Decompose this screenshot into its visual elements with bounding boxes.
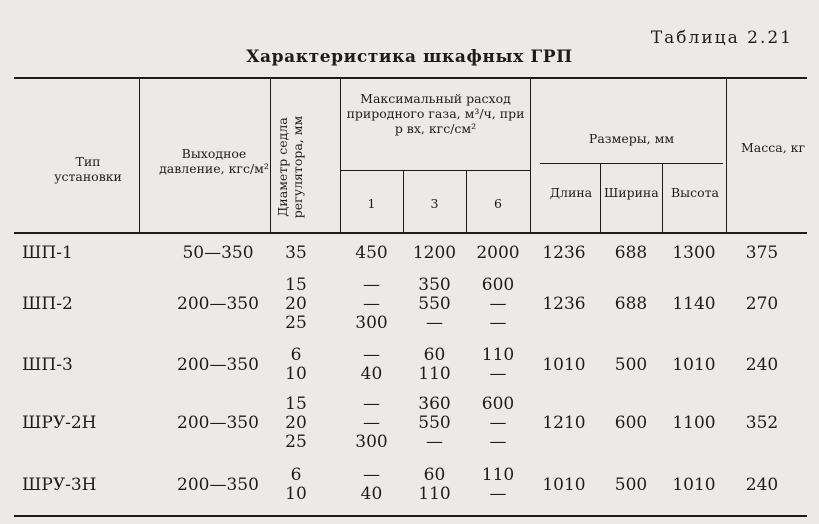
row-flow-1: — — [363, 294, 380, 314]
row-diameter: 25 — [285, 432, 307, 452]
row-flow-6: 110 — [481, 465, 515, 485]
row-height: 1100 — [672, 413, 716, 433]
row-width: 500 — [614, 474, 648, 495]
row-mass: 375 — [745, 243, 779, 263]
row-flow-6: — — [489, 294, 507, 314]
row-height: 1300 — [672, 243, 716, 263]
row-flow-3: — — [426, 432, 443, 452]
row-flow-3: 60 — [423, 465, 446, 485]
row-flow-1: — — [363, 413, 380, 433]
row-type: ШРУ-3Н — [22, 474, 97, 495]
col-divider — [270, 79, 271, 232]
row-pressure: 50—350 — [182, 243, 254, 263]
col-divider — [530, 79, 531, 232]
col-divider — [139, 79, 140, 232]
row-diameter: 20 — [285, 413, 307, 433]
row-pressure: 200—350 — [177, 354, 259, 375]
header-width: Ширина — [604, 185, 659, 200]
header-flow-3: 3 — [430, 196, 439, 211]
row-flow-6: — — [489, 432, 507, 452]
row-flow-6: — — [489, 484, 507, 504]
row-flow-1: 450 — [355, 243, 388, 263]
row-flow-1: — — [363, 275, 380, 295]
row-flow-3: 110 — [418, 484, 451, 504]
header-length: Длина — [549, 185, 593, 200]
col-divider — [662, 163, 663, 232]
row-flow-6: — — [489, 313, 507, 333]
header-height: Высота — [670, 185, 720, 200]
row-flow-3: 1200 — [412, 243, 457, 263]
row-type: ШП-3 — [22, 354, 73, 375]
table-title: Характеристика шкафных ГРП — [246, 47, 573, 67]
row-flow-3: 60 — [423, 345, 446, 365]
row-length: 1210 — [542, 413, 586, 433]
row-flow-1: 40 — [360, 364, 383, 384]
header-diameter: Диаметр седла регулятора, мм — [275, 115, 305, 219]
row-diameter: 10 — [285, 484, 307, 504]
header-flow: Максимальный расход природного газа, м³/ч, при p вх, кгс/см² — [346, 91, 525, 136]
row-flow-1: — — [363, 345, 380, 365]
row-width: 688 — [614, 294, 648, 314]
row-flow-1: 40 — [360, 484, 383, 504]
row-flow-3: 550 — [418, 294, 451, 314]
top-rule — [14, 77, 807, 79]
col-divider — [600, 163, 601, 232]
row-flow-3: 350 — [418, 275, 451, 295]
header-flow-6: 6 — [494, 196, 502, 211]
row-length: 1236 — [542, 243, 586, 263]
row-mass: 240 — [745, 354, 779, 375]
row-pressure: 200—350 — [177, 294, 259, 314]
row-diameter: 15 — [285, 275, 307, 295]
row-type: ШРУ-2Н — [22, 413, 97, 433]
header-dims: Размеры, мм — [588, 131, 675, 146]
row-pressure: 200—350 — [177, 413, 259, 433]
row-flow-6: 600 — [481, 275, 515, 295]
row-diameter: 35 — [285, 243, 307, 263]
row-flow-3: 360 — [418, 394, 451, 414]
header-flow-1: 1 — [367, 196, 376, 211]
row-height: 1010 — [672, 354, 716, 375]
header-mass: Масса, кг — [740, 140, 805, 155]
flow-sub-rule — [340, 170, 530, 171]
row-flow-6: 2000 — [476, 243, 520, 263]
row-flow-1: 300 — [355, 313, 388, 333]
row-flow-6: 600 — [481, 394, 515, 414]
row-diameter: 15 — [285, 394, 307, 414]
row-height: 1010 — [672, 474, 716, 495]
row-diameter: 6 — [290, 465, 302, 485]
row-flow-3: — — [426, 313, 443, 333]
row-flow-6: — — [489, 413, 507, 433]
row-height: 1140 — [672, 294, 716, 314]
row-length: 1010 — [542, 354, 586, 375]
table-number: Таблица 2.21 — [650, 28, 793, 48]
row-pressure: 200—350 — [177, 474, 259, 495]
row-type: ШП-2 — [22, 294, 73, 314]
row-flow-6: 110 — [481, 345, 515, 365]
row-diameter: 10 — [285, 364, 307, 384]
row-diameter: 20 — [285, 294, 307, 314]
col-divider — [726, 79, 727, 232]
header-pressure: Выходное давление, кгс/м² — [159, 146, 269, 176]
row-width: 688 — [614, 243, 648, 263]
header-type: Тип установки — [54, 154, 122, 184]
row-length: 1236 — [542, 294, 586, 314]
row-flow-6: — — [489, 364, 507, 384]
row-mass: 240 — [745, 474, 779, 495]
table-bottom-rule — [14, 515, 807, 517]
row-flow-1: — — [363, 394, 380, 414]
row-mass: 270 — [745, 294, 779, 314]
row-diameter: 25 — [285, 313, 307, 333]
dims-sub-rule — [540, 163, 723, 164]
row-mass: 352 — [745, 413, 779, 433]
row-diameter: 6 — [290, 345, 302, 365]
row-flow-1: 300 — [355, 432, 388, 452]
header-bottom-rule — [14, 232, 807, 234]
row-type: ШП-1 — [22, 243, 73, 263]
row-flow-3: 110 — [418, 364, 451, 384]
row-length: 1010 — [542, 474, 586, 495]
row-width: 500 — [614, 354, 648, 375]
row-width: 600 — [614, 413, 648, 433]
row-flow-3: 550 — [418, 413, 451, 433]
row-flow-1: — — [363, 465, 380, 485]
